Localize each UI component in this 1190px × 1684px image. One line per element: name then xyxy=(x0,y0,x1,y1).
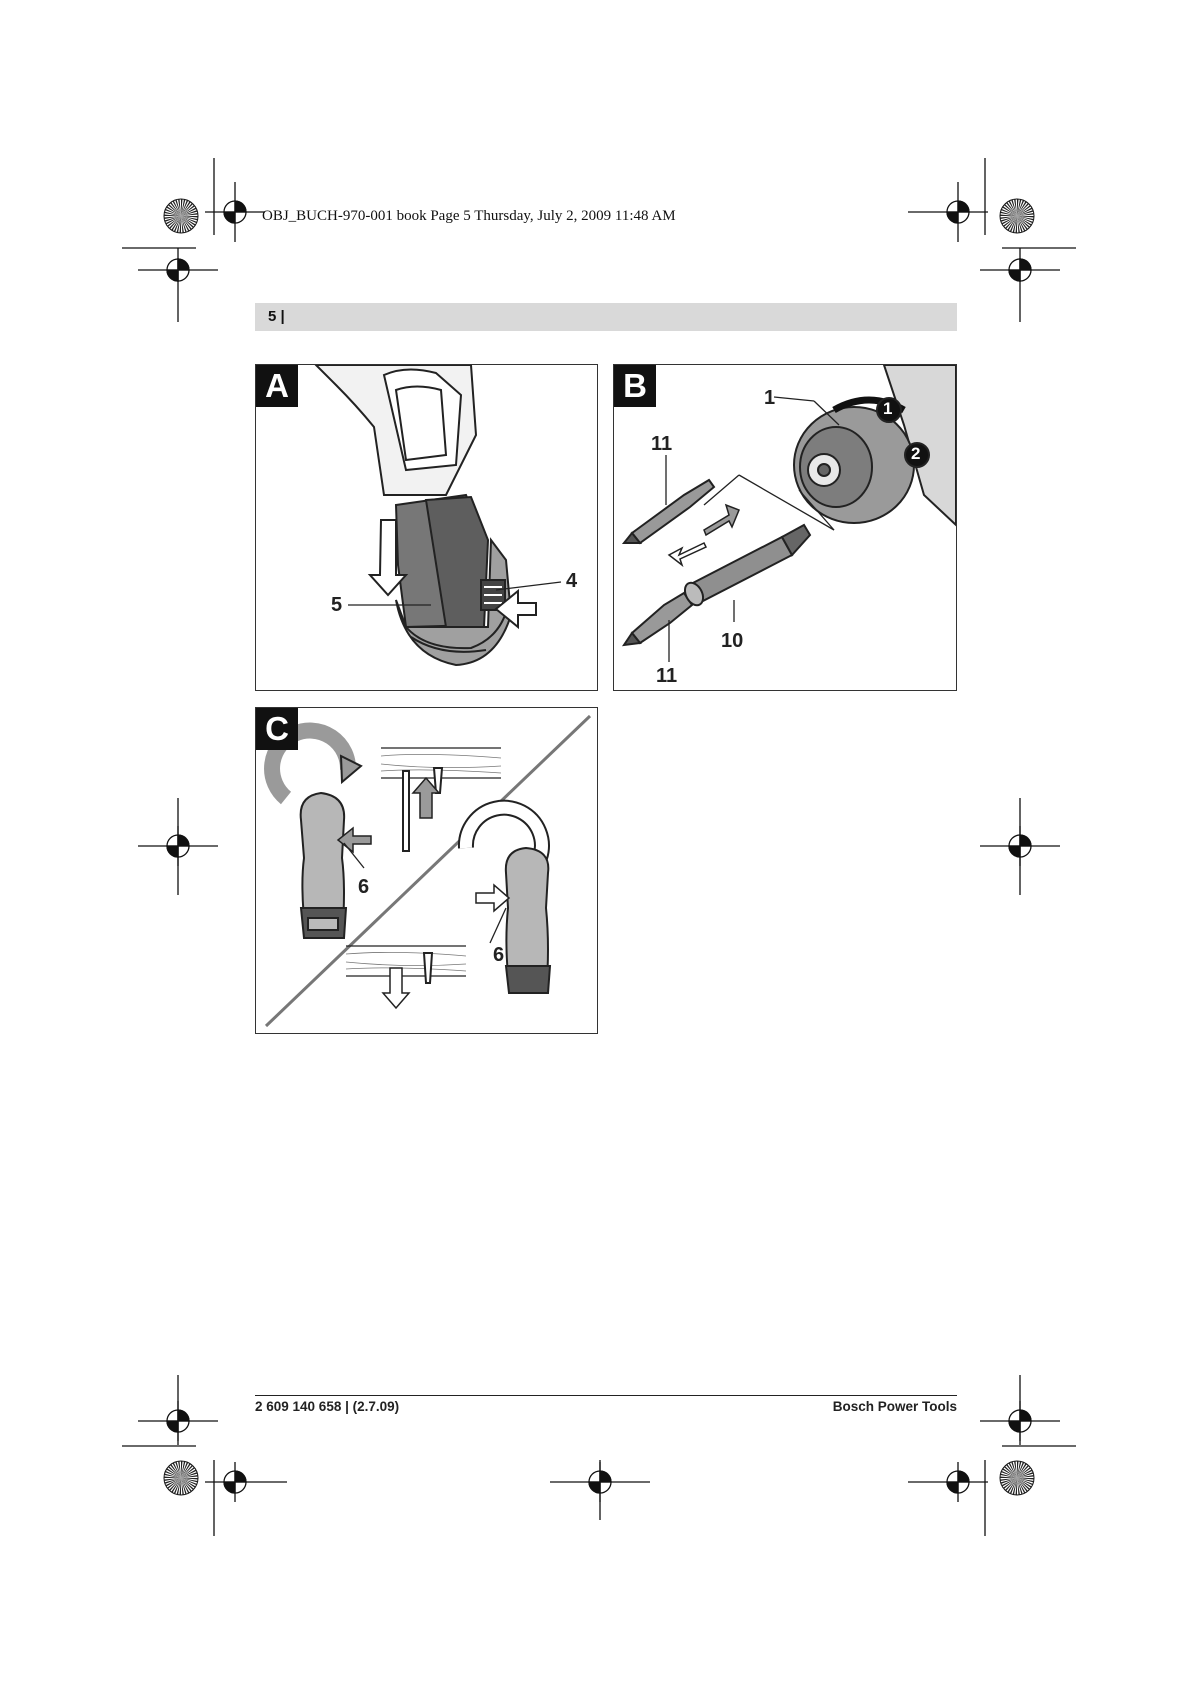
figure-a-badge: A xyxy=(256,365,298,407)
callout-6-left: 6 xyxy=(358,876,370,898)
footer-rule xyxy=(255,1395,957,1396)
footer-doc-number: 2 609 140 658 | (2.7.09) xyxy=(255,1399,400,1414)
starburst-mark xyxy=(1000,199,1034,233)
footer-brand: Bosch Power Tools xyxy=(832,1399,957,1414)
figure-a-illustration xyxy=(256,365,597,690)
callout-4: 4 xyxy=(566,570,578,592)
page-header-bar xyxy=(255,303,957,331)
figure-a xyxy=(255,364,598,691)
callout-11-bottom: 11 xyxy=(656,665,678,687)
figure-b xyxy=(613,364,957,691)
figure-c-badge: C xyxy=(256,708,298,750)
callout-5: 5 xyxy=(331,594,343,616)
starburst-mark xyxy=(164,1461,198,1495)
figure-c-illustration xyxy=(256,708,597,1033)
callout-1: 1 xyxy=(764,387,776,409)
starburst-mark xyxy=(164,199,198,233)
page-number: 5 | xyxy=(268,308,285,325)
figure-c xyxy=(255,707,598,1034)
callout-11-top: 11 xyxy=(651,433,673,455)
print-slug: OBJ_BUCH-970-001 book Page 5 Thursday, July 2, 2009 11:48 AM xyxy=(262,208,676,224)
figure-b-illustration xyxy=(614,365,956,690)
starburst-mark xyxy=(1000,1461,1034,1495)
figure-b-badge: B xyxy=(614,365,656,407)
step-2-marker: 2 xyxy=(911,444,921,463)
callout-10: 10 xyxy=(721,630,744,652)
callout-6-right: 6 xyxy=(493,944,505,966)
step-1-marker: 1 xyxy=(883,399,893,418)
